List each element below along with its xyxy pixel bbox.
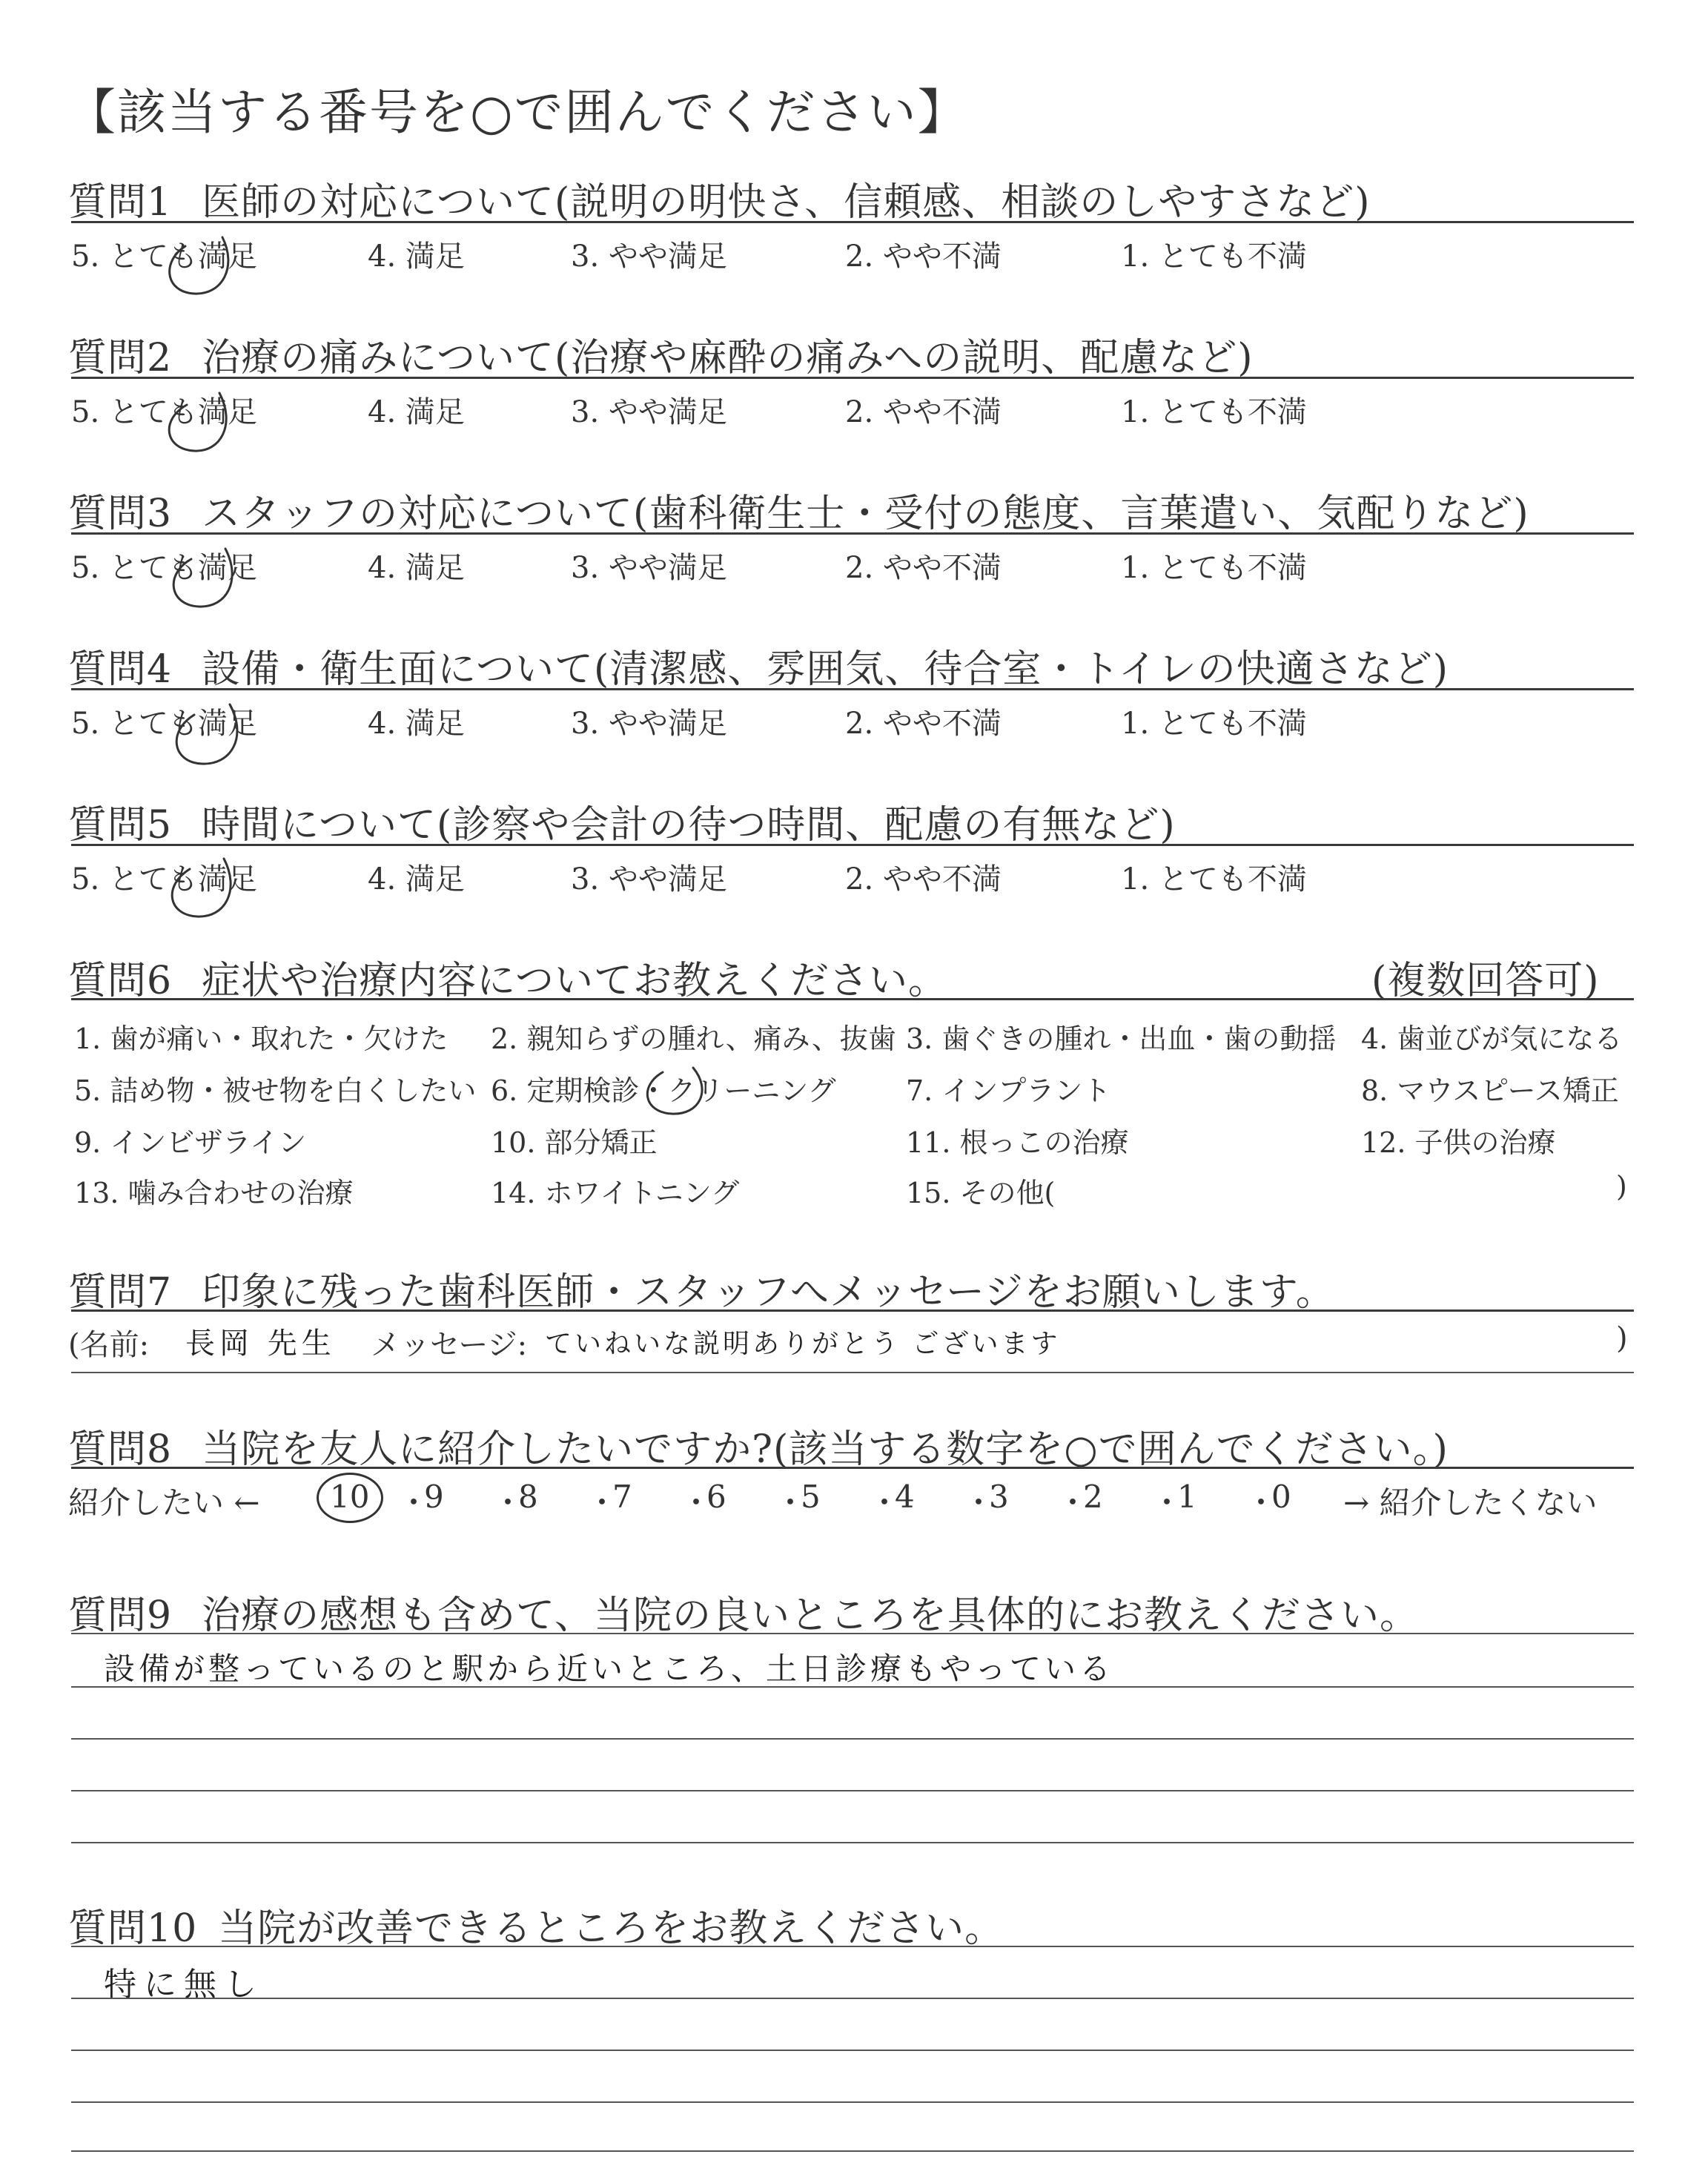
q4-option-3[interactable]: 3. やや満足 [571, 707, 727, 741]
q8-right-label: → 紹介したくない [1343, 1484, 1598, 1521]
q4-number: 質問4 [68, 647, 173, 692]
q6-option-14[interactable]: 14. ホワイトニング [491, 1177, 740, 1209]
q8-scale-separator: ・ [398, 1484, 430, 1521]
q6-option-11[interactable]: 11. 根っこの治療 [906, 1126, 1129, 1159]
q5-option-4[interactable]: 4. 満足 [368, 862, 465, 896]
q6-option-9[interactable]: 9. インビザライン [74, 1126, 307, 1159]
q1-selection-mark [170, 237, 228, 294]
q4-option-1[interactable]: 1. とても不満 [1121, 707, 1307, 741]
q8-scale-separator: ・ [681, 1484, 712, 1521]
q9-number: 質問9 [68, 1593, 173, 1638]
q8-scale-6[interactable]: 6 [706, 1479, 726, 1515]
q10-text: 当院が改善できるところをお教えください。 [218, 1906, 1004, 1951]
q3-option-3[interactable]: 3. やや満足 [571, 551, 727, 585]
q8-scale-separator: ・ [492, 1484, 524, 1521]
q6-other-close-paren: ) [1616, 1170, 1627, 1203]
q9-text: 治療の感想も含めて、当院の良いところを具体的にお教えください。 [202, 1593, 1420, 1638]
q2-option-4[interactable]: 4. 満足 [368, 395, 465, 429]
q7-name-label: (名前: [68, 1328, 150, 1362]
q8-scale-0[interactable]: 0 [1271, 1479, 1291, 1515]
q6-option-4[interactable]: 4. 歯並びが気になる [1361, 1023, 1623, 1055]
q3-option-4[interactable]: 4. 満足 [368, 551, 465, 585]
q4-option-2[interactable]: 2. やや不満 [845, 707, 1002, 741]
q3-option-5[interactable]: 5. とても満足 [71, 551, 257, 585]
q7-text: 印象に残った歯科医師・スタッフへメッセージをお願いします。 [202, 1270, 1335, 1315]
q6-option-12[interactable]: 12. 子供の治療 [1361, 1126, 1556, 1159]
q2-text: 治療の痛みについて(治療や麻酔の痛みへの説明、配慮など) [202, 336, 1254, 380]
q5-option-1[interactable]: 1. とても不満 [1121, 862, 1307, 896]
q8-scale-separator: ・ [963, 1484, 995, 1521]
q4-selection-mark [176, 704, 237, 764]
q6-option-8[interactable]: 8. マウスピース矯正 [1361, 1074, 1619, 1107]
q2-option-1[interactable]: 1. とても不満 [1121, 395, 1307, 429]
q7-number: 質問7 [68, 1270, 173, 1315]
q8-scale-3[interactable]: 3 [989, 1479, 1009, 1515]
q7-message-label: メッセージ: [371, 1328, 528, 1362]
q10-answer[interactable]: 特に無し [104, 1966, 264, 2004]
q2-option-2[interactable]: 2. やや不満 [845, 395, 1002, 429]
q4-option-4[interactable]: 4. 満足 [368, 707, 465, 741]
q2-number: 質問2 [68, 336, 173, 380]
q2-option-3[interactable]: 3. やや満足 [571, 395, 727, 429]
q4-text: 設備・衛生面について(清潔感、雰囲気、待合室・トイレの快適さなど) [202, 647, 1449, 692]
q6-note: (複数回答可) [1371, 959, 1600, 1003]
q7-message-answer[interactable]: ていねいな説明ありがとう ございます [545, 1329, 1061, 1359]
q6-option-15[interactable]: 15. その他( [906, 1177, 1056, 1209]
q8-scale-separator: ・ [586, 1484, 618, 1521]
q2-option-5[interactable]: 5. とても満足 [71, 395, 257, 429]
q9-answer[interactable]: 設備が整っているのと駅から近いところ、土日診療もやっている [104, 1651, 1115, 1687]
q5-option-5[interactable]: 5. とても満足 [71, 862, 257, 896]
q8-scale-5[interactable]: 5 [801, 1479, 821, 1515]
q6-selection-mark [647, 1068, 702, 1114]
q6-option-5[interactable]: 5. 詰め物・被せ物を白くしたい [74, 1074, 477, 1107]
q6-text: 症状や治療内容についてお教えください。 [202, 959, 948, 1003]
q8-scale-separator: ・ [1245, 1484, 1277, 1521]
q6-option-13[interactable]: 13. 噛み合わせの治療 [74, 1177, 354, 1209]
q1-number: 質問1 [68, 180, 173, 225]
q7-close-paren: ) [1616, 1321, 1628, 1355]
q8-scale-separator: ・ [1151, 1484, 1183, 1521]
q8-scale-7[interactable]: 7 [612, 1479, 632, 1515]
q8-scale-10[interactable]: 10 [330, 1479, 370, 1515]
q7-name-answer[interactable]: 長岡 先生 [185, 1327, 336, 1361]
q1-text: 医師の対応について(説明の明快さ、信頼感、相談のしやすさなど) [202, 180, 1371, 225]
q6-option-7[interactable]: 7. インプラント [906, 1074, 1111, 1107]
q1-option-1[interactable]: 1. とても不満 [1121, 240, 1307, 274]
q8-text: 当院を友人に紹介したいですか?(該当する数字を○で囲んでください。) [202, 1427, 1449, 1472]
q5-number: 質問5 [68, 803, 173, 848]
q6-option-1[interactable]: 1. 歯が痛い・取れた・欠けた [74, 1023, 448, 1055]
q8-scale-4[interactable]: 4 [895, 1479, 915, 1515]
q8-scale-9[interactable]: 9 [424, 1479, 444, 1515]
q6-option-6[interactable]: 6. 定期検診・クリーニング [491, 1074, 836, 1107]
q8-scale-separator: ・ [775, 1484, 807, 1521]
q2-selection-mark [169, 393, 226, 451]
q3-option-1[interactable]: 1. とても不満 [1121, 551, 1307, 585]
q3-selection-mark [173, 549, 232, 607]
q6-option-10[interactable]: 10. 部分矯正 [491, 1126, 658, 1159]
q8-scale-separator: ・ [1057, 1484, 1089, 1521]
q8-scale-1[interactable]: 1 [1177, 1479, 1197, 1515]
q8-scale-separator: ・ [869, 1484, 901, 1521]
q8-left-label: 紹介したい ← [68, 1484, 260, 1521]
q5-option-2[interactable]: 2. やや不満 [845, 862, 1002, 896]
q4-option-5[interactable]: 5. とても満足 [71, 707, 257, 741]
q3-option-2[interactable]: 2. やや不満 [845, 551, 1002, 585]
q5-text: 時間について(診察や会計の待つ時間、配慮の有無など) [202, 803, 1176, 848]
q5-option-3[interactable]: 3. やや満足 [571, 862, 727, 896]
q6-option-2[interactable]: 2. 親知らずの腫れ、痛み、抜歯 [491, 1023, 896, 1055]
q1-option-2[interactable]: 2. やや不満 [845, 240, 1002, 274]
q8-scale-8[interactable]: 8 [518, 1479, 538, 1515]
q6-number: 質問6 [68, 959, 173, 1003]
q1-option-4[interactable]: 4. 満足 [368, 240, 465, 274]
q6-option-3[interactable]: 3. 歯ぐきの腫れ・出血・歯の動揺 [906, 1023, 1337, 1055]
q5-selection-mark [172, 859, 231, 916]
q10-number: 質問10 [68, 1906, 198, 1951]
q1-option-3[interactable]: 3. やや満足 [571, 240, 727, 274]
q8-number: 質問8 [68, 1427, 173, 1472]
form-title: 【該当する番号を○で囲んでください】 [67, 84, 968, 141]
q3-number: 質問3 [68, 492, 173, 536]
q8-scale-2[interactable]: 2 [1083, 1479, 1103, 1515]
q1-option-5[interactable]: 5. とても満足 [71, 240, 257, 274]
q3-text: スタッフの対応について(歯科衛生士・受付の態度、言葉遣い、気配りなど) [202, 492, 1529, 536]
